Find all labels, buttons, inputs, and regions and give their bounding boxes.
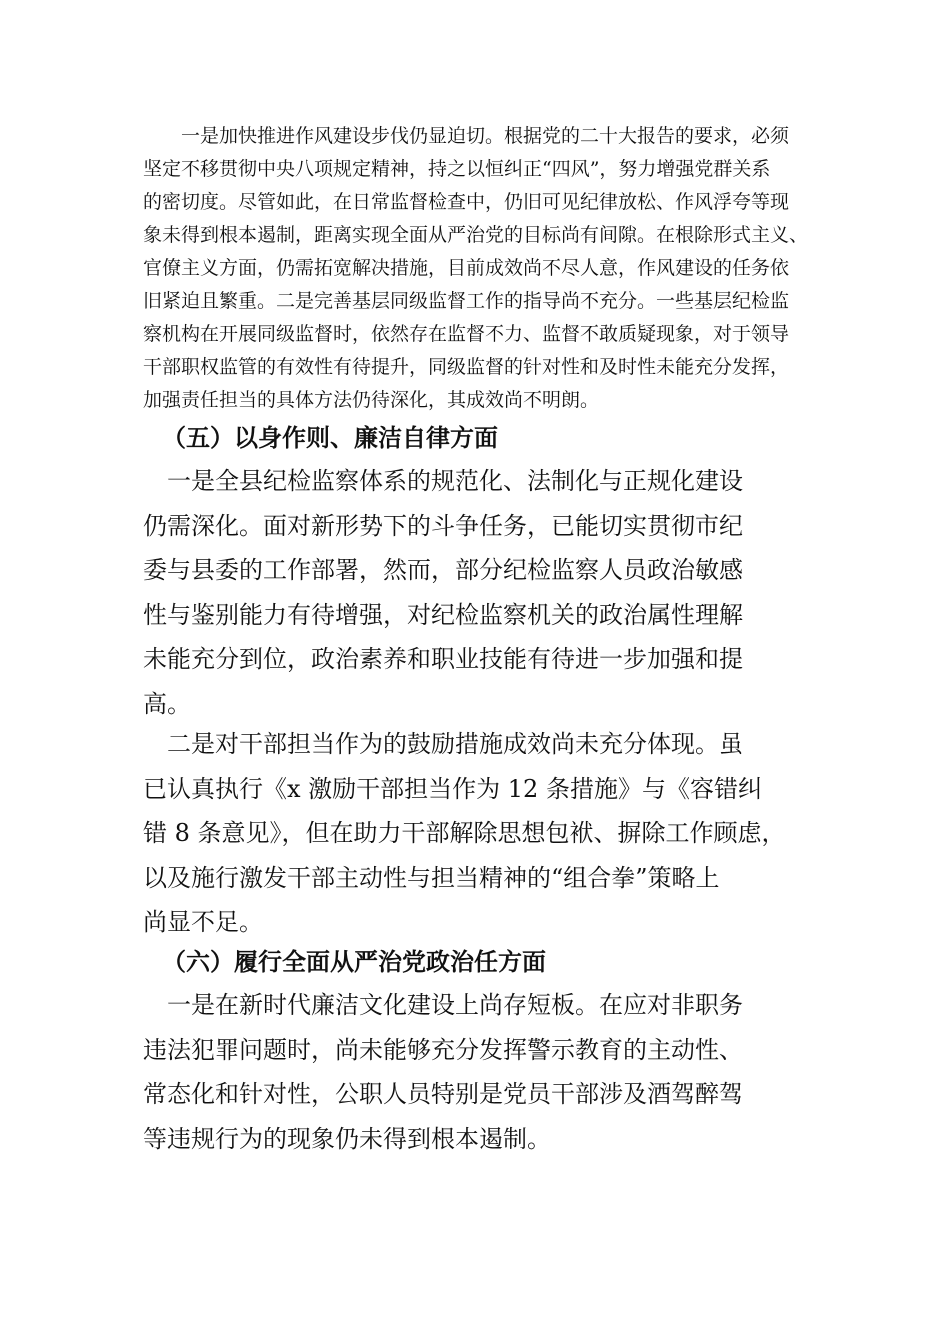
text-line: 干部职权监管的有效性有待提升，同级监督的针对性和及时性未能充分发挥， [143, 356, 790, 378]
text-line: 坚定不移贯彻中央八项规定精神，持之以恒纠正“四风”，努力增强党群关系 [143, 158, 771, 180]
text-line: 等违规行为的现象仍未得到根本遏制。 [143, 1124, 551, 1153]
text-line: 加强责任担当的具体方法仍待深化，其成效尚不明朗。 [143, 389, 600, 411]
text-line: 错 8 条意见》，但在助力干部解除思想包袱、摒除工作顾虑， [143, 819, 786, 848]
section5-paragraph-2 [143, 722, 786, 945]
section-heading-6: （六）履行全面从严治党政治任方面 [162, 947, 546, 976]
text-line: 已认真执行《x 激励干部担当作为 12 条措施》与《容错纠 [143, 774, 762, 803]
text-line: 高。 [143, 689, 191, 718]
text-line: 常态化和针对性，公职人员特别是党员干部涉及酒驾醉驾 [143, 1080, 743, 1109]
text-line: 未能充分到位，政治素养和职业技能有待进一步加强和提 [143, 645, 743, 674]
text-line: 察机构在开展同级监督时，依然存在监督不力、监督不敢质疑现象，对于领导 [143, 323, 790, 345]
section5-paragraph-1 [143, 459, 743, 727]
text-line: 性与鉴别能力有待增强，对纪检监察机关的政治属性理解 [143, 600, 743, 629]
intro-paragraph [143, 120, 813, 417]
text-line: 的密切度。尽管如此，在日常监督检查中，仍旧可见纪律放松、作风浮夸等现 [143, 191, 790, 213]
text-line: 一是全县纪检监察体系的规范化、法制化与正规化建设 [143, 467, 743, 495]
text-line: 一是在新时代廉洁文化建设上尚存短板。在应对非职务 [143, 991, 743, 1019]
text-line: 一是加快推进作风建设步伐仍显迫切。根据党的二十大报告的要求，必须 [143, 125, 790, 147]
text-line: 官僚主义方面，仍需拓宽解决措施，目前成效尚不尽人意，作风建设的任务依 [143, 257, 790, 279]
text-line: 旧紧迫且繁重。二是完善基层同级监督工作的指导尚不充分。一些基层纪检监 [143, 290, 790, 312]
text-line: 以及施行激发干部主动性与担当精神的“组合拳”策略上 [143, 863, 720, 892]
section6-paragraph-1 [143, 983, 743, 1161]
text-line: 尚显不足。 [143, 908, 263, 937]
text-line: 违法犯罪问题时，尚未能够充分发挥警示教育的主动性、 [143, 1035, 743, 1064]
text-line: 委与县委的工作部署，然而，部分纪检监察人员政治敏感 [143, 556, 743, 585]
section-heading-5: （五）以身作则、廉洁自律方面 [162, 423, 498, 452]
text-line: 二是对干部担当作为的鼓励措施成效尚未充分体现。虽 [143, 730, 743, 758]
text-line: 象未得到根本遏制，距离实现全面从严治党的目标尚有间隙。在根除形式主义、 [143, 224, 809, 246]
text-line: 仍需深化。面对新形势下的斗争任务，已能切实贯彻市纪 [143, 511, 743, 540]
